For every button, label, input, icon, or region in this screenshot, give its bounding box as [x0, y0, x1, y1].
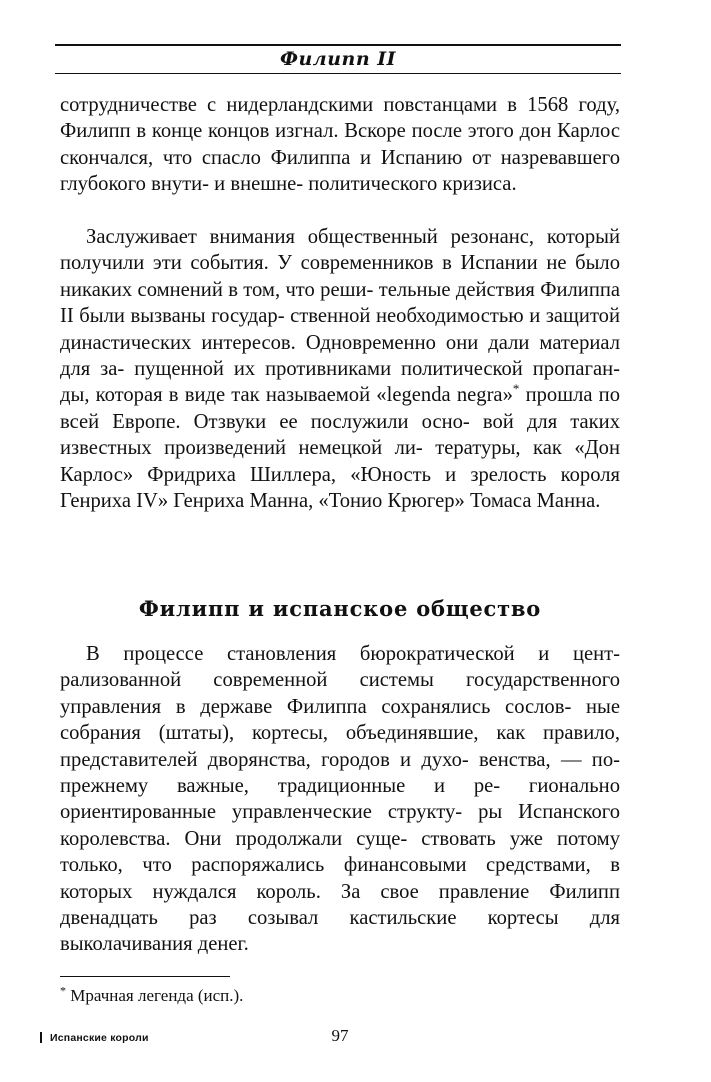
text-line: рализованной современной системы государственного: [60, 669, 620, 692]
text-line: ды, которая в виде так называемой «legenda negra»: [60, 384, 513, 407]
footer-signature: [50, 1031, 149, 1045]
text-line: прошла по всей Европе. Отзвуки ее послужили осно-: [60, 384, 621, 433]
footer-signature-bar: [40, 1032, 42, 1043]
text-line: За свое правление Филипп двенадцать раз созывал: [60, 880, 620, 930]
footnote-reference-mark: *: [512, 381, 520, 397]
text-line: В процессе становления бюрократической и цент-: [86, 643, 620, 665]
text-line: пущенной их противниками политической пропаган-: [134, 358, 620, 381]
text-line: Заслуживает внимания общественный резонанс,: [86, 226, 535, 248]
paragraph-3: [60, 641, 620, 958]
text-line: сотрудничестве с нидерландскими повстанцами в 1568: [60, 94, 569, 116]
text-line: финансовыми средствами, в которых нуждался король.: [60, 854, 620, 903]
header-rule-bottom: [55, 73, 621, 74]
footnote-text: Мрачная легенда (исп.).: [70, 986, 244, 1005]
text-line: тельные действия Филиппа II были вызваны государ-: [60, 278, 620, 328]
footnote-mark: *: [60, 983, 66, 998]
paragraph-2: [60, 224, 620, 514]
text-line: управления в державе Филиппа сохранялись сослов-: [60, 695, 572, 718]
footnote-rule: [60, 976, 230, 977]
text-line: тературы, как «Дон Карлос» Фридриха Шиллера,: [60, 437, 620, 486]
running-head: Филипп II: [279, 48, 397, 70]
footer-signature-text: Испанские короли: [50, 1032, 149, 1044]
text-line: который получили эти события. У современников в: [60, 226, 620, 275]
header-rule-top: [55, 44, 621, 46]
text-line: ные собрания (штаты), кортесы, объединявшие, как: [60, 695, 620, 745]
text-line: кастильские кортесы для выколачивания денег.: [60, 907, 620, 956]
text-line: ры Испанского королевства. Они продолжали суще-: [60, 801, 620, 850]
text-line: политического кризиса.: [308, 173, 517, 196]
paragraph-1: [60, 92, 620, 198]
footnote: [60, 985, 620, 1007]
text-line: Испанию от назревавшего глубокого внути- и внешне-: [60, 146, 620, 196]
text-line: этого дон Карлос скончался, что спасло Филиппа и: [60, 120, 620, 169]
text-line: году, Филипп в конце концов изгнал. Вскоре после: [60, 94, 620, 143]
text-line: «Юность и зрелость короля Генриха IV» Генриха: [60, 463, 620, 513]
section-heading: Филипп и испанское общество: [138, 596, 542, 621]
text-line: венства, — по-прежнему важные, традиционные и ре-: [60, 748, 620, 798]
text-line: правило, представителей дворянства, городов и духо-: [60, 722, 620, 771]
text-line: вой для таких известных произведений немецкой ли-: [60, 410, 621, 460]
text-line: Манна, «Тонио Крюгер» Томаса Манна.: [249, 490, 601, 513]
page-number: 97: [331, 1026, 349, 1045]
text-line: Испании не было никаких сомнений в том, что реши-: [60, 252, 620, 301]
text-line: ственной необходимостью и защитой династических: [60, 305, 620, 354]
text-line: интересов. Одновременно они дали материал для за-: [60, 331, 620, 381]
text-line: гионально ориентированные управленческие структу-: [60, 775, 620, 824]
text-line: ствовать уже потому только, что распоряжались: [60, 827, 621, 877]
